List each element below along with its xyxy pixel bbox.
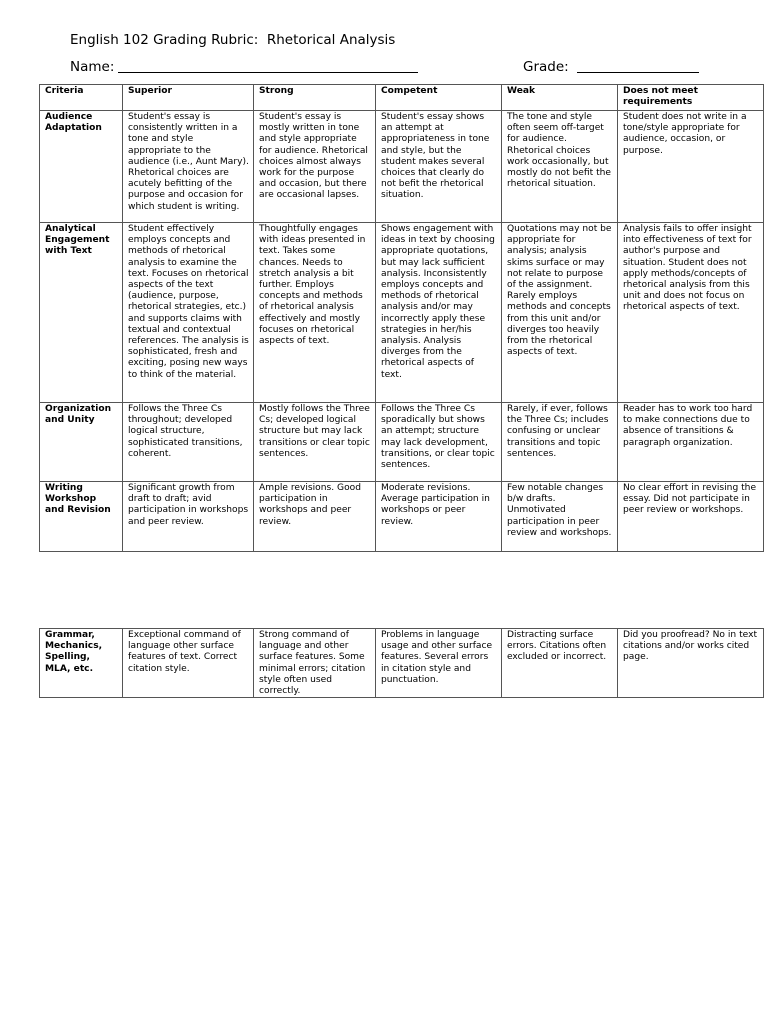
rubric-cell: Distracting surface errors. Citations often excluded or incorrect.: [502, 629, 618, 698]
table-row: [40, 403, 764, 482]
rubric-cell: The tone and style often seem off-target for audience. Rhetorical choices work occasionally, but mostly do not befit the rhetorical situation.: [502, 111, 618, 223]
table-row: [40, 223, 764, 403]
rubric-cell: Reader has to work too hard to make connections due to absence of transitions & paragraph organization.: [618, 403, 764, 482]
rubric-cell: Mostly follows the Three Cs; developed logical structure but may lack transitions or clear topic sentences.: [254, 403, 376, 482]
page-title: English 102 Grading Rubric: Rhetorical Analysis: [70, 32, 396, 48]
rubric-cell: Few notable changes b/w drafts. Unmotivated participation in peer review and workshops.: [502, 482, 618, 552]
header-row: [40, 85, 764, 111]
rubric-cell: Exceptional command of language other surface features of text. Correct citation style.: [123, 629, 254, 698]
rubric-table: [39, 84, 764, 552]
rubric-cell: No clear effort in revising the essay. Did not participate in peer review or workshops.: [618, 482, 764, 552]
rubric-cell: Thoughtfully engages with ideas presented in text. Takes some chances. Needs to stretch analysis a bit further. Employs concepts and methods of rhetorical analysis effectively and mostly focuses on rhetorical aspects of text.: [254, 223, 376, 403]
criteria-cell: Grammar, Mechanics, Spelling, MLA, etc.: [40, 629, 123, 698]
criteria-cell: Writing Workshop and Revision: [40, 482, 123, 552]
table-row: [40, 111, 764, 223]
rubric-cell: Analysis fails to offer insight into effectiveness of text for author's purpose and situation. Student does not apply methods/concepts of rhetorical analysis from this unit and does not focus on rhetorical aspects of text.: [618, 223, 764, 403]
rubric-cell: Student does not write in a tone/style appropriate for audience, occasion, or purpose.: [618, 111, 764, 223]
rubric-cell: Strong command of language and other surface features. Some minimal errors; citation style often used correctly.: [254, 629, 376, 698]
rubric-cell: Did you proofread? No in text citations and/or works cited page.: [618, 629, 764, 698]
criteria-cell: Audience Adaptation: [40, 111, 123, 223]
col-header-competent: Competent: [376, 85, 502, 111]
rubric-cell: Problems in language usage and other surface features. Several errors in citation style and punctuation.: [376, 629, 502, 698]
rubric-cell: Shows engagement with ideas in text by choosing appropriate quotations, but may lack sufficient analysis. Inconsistently employs concepts and methods of rhetorical analysis and/or may incorrectly apply these strategies in her/his analysis. Analysis diverges from the rhetorical aspects of text.: [376, 223, 502, 403]
col-header-superior: Superior: [123, 85, 254, 111]
rubric-cell: Follows the Three Cs sporadically but shows an attempt; structure may lack development, transitions, or clear topic sentences.: [376, 403, 502, 482]
table-row: [40, 629, 764, 698]
grammar-table: [39, 628, 764, 698]
col-header-does-not-meet: Does not meet requirements: [618, 85, 764, 111]
name-label: Name:: [70, 59, 115, 75]
rubric-cell: Moderate revisions. Average participation in workshops or peer review.: [376, 482, 502, 552]
grade-label: Grade:: [523, 59, 569, 75]
col-header-strong: Strong: [254, 85, 376, 111]
rubric-cell: Follows the Three Cs throughout; developed logical structure, sophisticated transitions, coherent.: [123, 403, 254, 482]
rubric-cell: Student's essay is consistently written in a tone and style appropriate to the audience (i.e., Aunt Mary). Rhetorical choices are acutely befitting of the purpose and occasion for which student is writing.: [123, 111, 254, 223]
name-blank-line[interactable]: [118, 72, 418, 73]
criteria-cell: Analytical Engagement with Text: [40, 223, 123, 403]
criteria-cell: Organization and Unity: [40, 403, 123, 482]
rubric-cell: Student effectively employs concepts and methods of rhetorical analysis to examine the text. Focuses on rhetorical aspects of the text (audience, purpose, rhetorical strategies, etc.) and supports claims with textual and contextual references. The analysis is sophisticated, fresh and exciting, posing new ways to think of the material.: [123, 223, 254, 403]
col-header-criteria: Criteria: [40, 85, 123, 111]
table-row: [40, 482, 764, 552]
rubric-cell: Student's essay is mostly written in tone and style appropriate for audience. Rhetorical choices almost always work for the purpose and occasion, but there are occasional lapses.: [254, 111, 376, 223]
rubric-cell: Rarely, if ever, follows the Three Cs; includes confusing or unclear transitions and topic sentences.: [502, 403, 618, 482]
rubric-cell: Quotations may not be appropriate for analysis; analysis skims surface or may not relate to purpose of the assignment. Rarely employs methods and concepts from this unit and/or diverges too heavily from the rhetorical aspects of text.: [502, 223, 618, 403]
rubric-cell: Ample revisions. Good participation in workshops and peer review.: [254, 482, 376, 552]
col-header-weak: Weak: [502, 85, 618, 111]
rubric-cell: Significant growth from draft to draft; avid participation in workshops and peer review.: [123, 482, 254, 552]
grade-blank-line[interactable]: [577, 72, 699, 73]
rubric-cell: Student's essay shows an attempt at appropriateness in tone and style, but the student makes several choices that clearly do not befit the rhetorical situation.: [376, 111, 502, 223]
